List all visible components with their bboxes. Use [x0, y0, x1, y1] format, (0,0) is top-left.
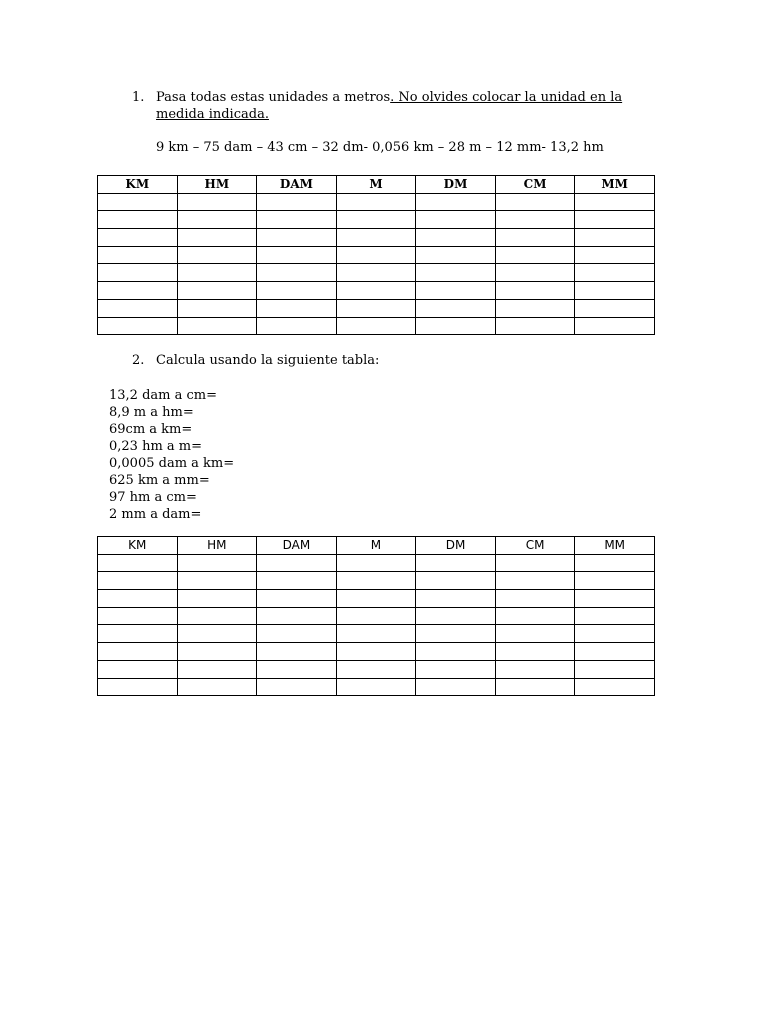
answer-cell[interactable]	[98, 317, 178, 335]
answer-cell[interactable]	[575, 282, 655, 300]
answer-cell[interactable]	[257, 193, 337, 211]
answer-cell[interactable]	[495, 554, 575, 572]
header-m: M	[336, 176, 416, 194]
answer-cell[interactable]	[177, 211, 257, 229]
answer-cell[interactable]	[416, 554, 496, 572]
exercise-2-number: 2.	[132, 353, 145, 368]
calculation-item: 69cm a km=	[109, 422, 193, 437]
answer-cell[interactable]	[257, 660, 337, 678]
answer-cell[interactable]	[416, 246, 496, 264]
answer-cell[interactable]	[177, 193, 257, 211]
answer-cell[interactable]	[98, 193, 178, 211]
answer-cell[interactable]	[495, 246, 575, 264]
answer-cell[interactable]	[98, 572, 178, 590]
answer-cell[interactable]	[177, 660, 257, 678]
table-row	[98, 607, 655, 625]
answer-cell[interactable]	[336, 264, 416, 282]
answer-cell[interactable]	[98, 625, 178, 643]
table-header-row	[98, 176, 655, 194]
exercise-1-instruction-main: Pasa todas estas unidades a metros	[156, 90, 391, 105]
answer-cell[interactable]	[495, 299, 575, 317]
answer-cell[interactable]	[98, 299, 178, 317]
answer-cell[interactable]	[575, 554, 655, 572]
header-cm: CM	[495, 176, 575, 194]
header-km: KM	[98, 176, 178, 194]
answer-cell[interactable]	[495, 264, 575, 282]
answer-cell[interactable]	[575, 678, 655, 696]
answer-cell[interactable]	[98, 590, 178, 608]
answer-cell[interactable]	[98, 554, 178, 572]
answer-cell[interactable]	[495, 643, 575, 661]
answer-cell[interactable]	[336, 678, 416, 696]
answer-cell[interactable]	[336, 572, 416, 590]
answer-cell[interactable]	[177, 299, 257, 317]
answer-cell[interactable]	[495, 607, 575, 625]
calculation-item: 8,9 m a hm=	[109, 405, 194, 420]
answer-cell[interactable]	[575, 572, 655, 590]
answer-cell[interactable]	[257, 229, 337, 247]
table-row	[98, 211, 655, 229]
answer-cell[interactable]	[336, 211, 416, 229]
answer-cell[interactable]	[575, 193, 655, 211]
table-2-body	[98, 554, 655, 696]
answer-cell[interactable]	[336, 590, 416, 608]
header-mm: MM	[575, 176, 655, 194]
header-km: KM	[98, 537, 178, 555]
answer-cell[interactable]	[177, 590, 257, 608]
calculation-item: 2 mm a dam=	[109, 507, 202, 522]
answer-cell[interactable]	[98, 678, 178, 696]
conversion-table-1	[97, 175, 655, 335]
exercise-1-instruction-underlined: . No olvides colocar la unidad en la medida indicada.	[156, 90, 623, 122]
calculation-item: 625 km a mm=	[109, 473, 210, 488]
table-row	[98, 264, 655, 282]
answer-cell[interactable]	[495, 211, 575, 229]
header-hm: HM	[177, 176, 257, 194]
answer-cell[interactable]	[336, 625, 416, 643]
answer-cell[interactable]	[177, 554, 257, 572]
answer-cell[interactable]	[98, 229, 178, 247]
table-header-row	[98, 537, 655, 555]
exercise-1-values: 9 km – 75 dam – 43 cm – 32 dm- 0,056 km – 28 m – 12 mm- 13,2 hm	[156, 140, 604, 155]
answer-cell[interactable]	[575, 229, 655, 247]
answer-cell[interactable]	[336, 643, 416, 661]
answer-cell[interactable]	[98, 246, 178, 264]
header-dam: DAM	[257, 176, 337, 194]
exercise-1-instruction	[156, 89, 636, 123]
answer-cell[interactable]	[177, 625, 257, 643]
answer-cell[interactable]	[257, 554, 337, 572]
answer-cell[interactable]	[177, 229, 257, 247]
answer-cell[interactable]	[416, 211, 496, 229]
answer-cell[interactable]	[98, 282, 178, 300]
answer-cell[interactable]	[575, 625, 655, 643]
answer-cell[interactable]	[495, 678, 575, 696]
answer-cell[interactable]	[98, 643, 178, 661]
answer-cell[interactable]	[495, 317, 575, 335]
answer-cell[interactable]	[416, 590, 496, 608]
header-hm: HM	[177, 537, 257, 555]
answer-cell[interactable]	[177, 246, 257, 264]
answer-cell[interactable]	[416, 625, 496, 643]
calculation-item: 0,0005 dam a km=	[109, 456, 235, 471]
answer-cell[interactable]	[98, 264, 178, 282]
answer-cell[interactable]	[575, 660, 655, 678]
table-row	[98, 282, 655, 300]
answer-cell[interactable]	[575, 590, 655, 608]
answer-cell[interactable]	[336, 607, 416, 625]
answer-cell[interactable]	[336, 660, 416, 678]
answer-cell[interactable]	[416, 660, 496, 678]
header-dm: DM	[416, 537, 496, 555]
table-row	[98, 246, 655, 264]
answer-cell[interactable]	[416, 678, 496, 696]
answer-cell[interactable]	[257, 678, 337, 696]
answer-cell[interactable]	[495, 229, 575, 247]
table-row	[98, 193, 655, 211]
answer-cell[interactable]	[177, 572, 257, 590]
answer-cell[interactable]	[177, 643, 257, 661]
table-row	[98, 590, 655, 608]
answer-cell[interactable]	[416, 264, 496, 282]
answer-cell[interactable]	[416, 229, 496, 247]
answer-cell[interactable]	[257, 590, 337, 608]
table-row	[98, 572, 655, 590]
answer-cell[interactable]	[495, 193, 575, 211]
answer-cell[interactable]	[336, 246, 416, 264]
answer-cell[interactable]	[177, 607, 257, 625]
answer-cell[interactable]	[98, 211, 178, 229]
table-row	[98, 554, 655, 572]
table-row	[98, 317, 655, 335]
answer-cell[interactable]	[416, 607, 496, 625]
calculation-item: 0,23 hm a m=	[109, 439, 203, 454]
table-row	[98, 299, 655, 317]
answer-cell[interactable]	[495, 282, 575, 300]
header-cm: CM	[495, 537, 575, 555]
answer-cell[interactable]	[575, 264, 655, 282]
answer-cell[interactable]	[257, 625, 337, 643]
answer-cell[interactable]	[257, 282, 337, 300]
answer-cell[interactable]	[336, 299, 416, 317]
answer-cell[interactable]	[575, 246, 655, 264]
table-row	[98, 678, 655, 696]
header-dam: DAM	[257, 537, 337, 555]
exercise-1-number: 1.	[132, 90, 145, 105]
answer-cell[interactable]	[336, 282, 416, 300]
answer-cell[interactable]	[257, 317, 337, 335]
header-m: M	[336, 537, 416, 555]
answer-cell[interactable]	[416, 282, 496, 300]
table-row	[98, 229, 655, 247]
answer-cell[interactable]	[495, 660, 575, 678]
answer-cell[interactable]	[416, 643, 496, 661]
table-1-body	[98, 193, 655, 335]
answer-cell[interactable]	[257, 572, 337, 590]
answer-cell[interactable]	[257, 607, 337, 625]
header-mm: MM	[575, 537, 655, 555]
answer-cell[interactable]	[416, 193, 496, 211]
answer-cell[interactable]	[416, 317, 496, 335]
answer-cell[interactable]	[575, 607, 655, 625]
answer-cell[interactable]	[257, 643, 337, 661]
answer-cell[interactable]	[575, 299, 655, 317]
answer-cell[interactable]	[336, 317, 416, 335]
answer-cell[interactable]	[98, 660, 178, 678]
answer-cell[interactable]	[257, 299, 337, 317]
exercise-2-instruction: Calcula usando la siguiente tabla:	[156, 353, 380, 368]
answer-cell[interactable]	[177, 678, 257, 696]
answer-cell[interactable]	[177, 264, 257, 282]
answer-cell[interactable]	[495, 572, 575, 590]
header-dm: DM	[416, 176, 496, 194]
answer-cell[interactable]	[416, 299, 496, 317]
answer-cell[interactable]	[257, 211, 337, 229]
table-row	[98, 625, 655, 643]
answer-cell[interactable]	[98, 607, 178, 625]
answer-cell[interactable]	[336, 193, 416, 211]
answer-cell[interactable]	[257, 246, 337, 264]
calculation-item: 97 hm a cm=	[109, 490, 197, 505]
answer-cell[interactable]	[575, 317, 655, 335]
answer-cell[interactable]	[177, 317, 257, 335]
table-row	[98, 643, 655, 661]
answer-cell[interactable]	[177, 282, 257, 300]
conversion-table-2	[97, 536, 655, 696]
answer-cell[interactable]	[336, 554, 416, 572]
answer-cell[interactable]	[575, 643, 655, 661]
answer-cell[interactable]	[257, 264, 337, 282]
calculation-item: 13,2 dam a cm=	[109, 388, 217, 403]
table-row	[98, 660, 655, 678]
calculation-list	[109, 387, 234, 523]
answer-cell[interactable]	[336, 229, 416, 247]
answer-cell[interactable]	[495, 625, 575, 643]
answer-cell[interactable]	[495, 590, 575, 608]
answer-cell[interactable]	[416, 572, 496, 590]
answer-cell[interactable]	[575, 211, 655, 229]
